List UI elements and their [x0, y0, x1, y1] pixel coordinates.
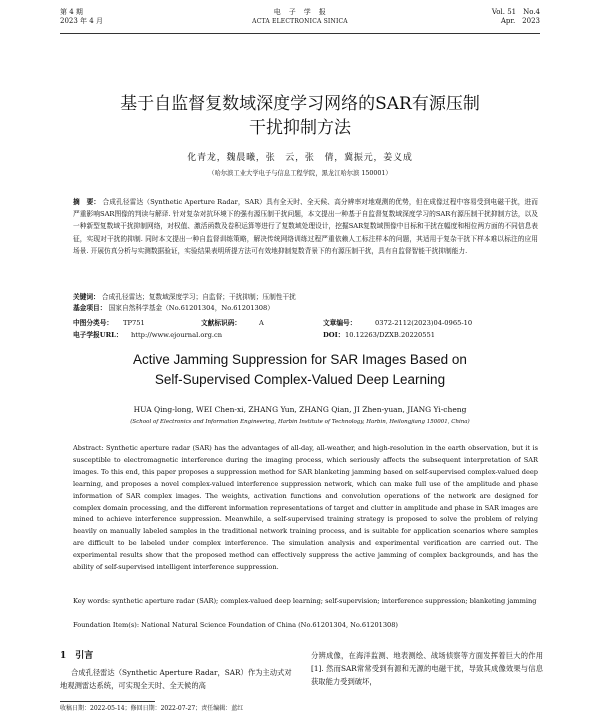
english-abstract-text: Synthetic aperture radar (SAR) has the advantages of all-day, all-weather, and high-resolution in the earth observation, but it is susceptible to electromagnetic interference during the imaging process, which seriously affects the subsequent interpretation of SAR images. To this end, this paper proposes a suppression method for SAR blanketing jamming based on self-supervised complex-valued deep learning, and proposes a novel complex-valued interference suppression network, which can make full use of the amplitude and phase information of SAR complex images. The weights, activation functions and convolution operations of the network are designed for complex domain processing, and the different information representations of target and clutter in amplitude and phase in SAR images are mined to achieve interference suppression. Meanwhile, a self-supervised training strategy is proposed to solve the problem of relying heavily on manually labeled samples in the traditional network training process, and is suitable for application scenarios where samples are difficult to be labeled under complex interference. The simulation analysis and experimental verification are carried out. The experimental results show that the proposed method can effectively suppress the active jamming of complex backgrounds, and has the ability of self-supervised intelligent interference suppression.	[73, 444, 538, 572]
body-column-left: 合成孔径雷达（Synthetic Aperture Radar，SAR）作为主动式对地观测雷达系统，可实现全天时、全天候的高	[60, 668, 292, 690]
chinese-affiliation: （哈尔滨工业大学电子与信息工程学院，黑龙江哈尔滨 150001）	[208, 170, 392, 177]
english-title	[60, 350, 540, 390]
english-fund-label: Foundation Item(s):	[73, 621, 140, 629]
english-authors: HUA Qing-long, WEI Chen-xi, ZHANG Yun, ZHANG Qian, JI Zhen-yuan, JIANG Yi-cheng	[133, 405, 467, 414]
chinese-fund-text: 国家自然科学基金（No.61201304，No.61201308）	[108, 304, 274, 312]
journal-name-en: ACTA ELECTRONICA SINICA	[252, 18, 348, 25]
english-fund	[73, 620, 538, 632]
chinese-keywords-label: 关键词：	[73, 293, 100, 301]
english-abstract-label: Abstract:	[73, 444, 104, 452]
chinese-keywords-block	[73, 292, 538, 314]
chinese-abstract-label: 摘 要：	[73, 198, 101, 206]
chinese-abstract-text: 合成孔径雷达（Synthetic Aperture Radar，SAR）具有全天时、全天候、高分辨率对地观测的优势，但在成像过程中容易受到电磁干扰，进而严重影响SAR图像的判读与解译. 针对复杂对抗环境下的强有源压制干扰问题，本文提出一种基于自监督复数域深度学习的SAR有源压制干扰抑制方法，以及一种新型复数域干扰抑制网络，对权值、激活函数及卷积运算等进行了复数域处理设计，挖掘SAR复数域图像中目标和干扰在幅度和相位两方面的不同信息表征，实现对干扰的抑制. 同时本文提出一种自监督训练策略，解决传统网络训练过程严重依赖人工标注样本的问题，其适用于复杂干扰下样本难以标注的应用场景. 开展仿真分析与实测数据验证，实验结果表明所提方法可有效地抑制复数背景下的有源压制干扰，具有自监督智能干扰抑制能力.	[73, 198, 538, 255]
chinese-keywords-text: 合成孔径雷达；复数域深度学习；自监督；干扰抑制；压制性干扰	[101, 293, 296, 301]
article-number-label: 文章编号：	[323, 319, 357, 327]
chinese-title-line-1: 基于自监督复数域深度学习网络的SAR有源压制	[120, 94, 480, 114]
english-fund-text: National Natural Science Foundation of China (No.61201304, No.61201308)	[141, 621, 399, 629]
volume-number: Vol. 51 No.4	[491, 8, 540, 16]
chinese-title-line-2: 干扰抑制方法	[249, 118, 351, 138]
received-date-footnote: 收稿日期：2022-05-14；修回日期：2022-07-27；责任编辑：蓝红	[60, 705, 244, 712]
english-keywords-text: synthetic aperture radar (SAR); complex-valued deep learning; self-supervision; interference suppression; blanketing jamming	[112, 597, 537, 605]
chinese-title	[40, 92, 560, 140]
chinese-abstract	[73, 196, 538, 257]
clc-value: TP751	[123, 319, 145, 327]
english-title-line-2: Self-Supervised Complex-Valued Deep Learning	[154, 372, 446, 387]
issue-number: 第 4 期	[60, 8, 83, 16]
url-doi-row	[73, 330, 538, 341]
english-keywords	[73, 596, 538, 608]
english-affiliation: (School of Electronics and Information Engineering, Harbin Institute of Technology, Harbin, Heilongjiang 150001, China)	[130, 419, 470, 425]
english-keywords-label: Key words:	[73, 597, 111, 605]
classification-row	[73, 318, 538, 329]
running-header	[60, 8, 540, 48]
doc-code-value: A	[259, 319, 264, 327]
header-right	[492, 8, 540, 26]
chinese-fund-label: 基金项目：	[73, 304, 107, 312]
english-title-line-1: Active Jamming Suppression for SAR Images Based on	[133, 352, 467, 367]
doi-value[interactable]: 10.12263/DZXB.20220551	[345, 331, 436, 339]
issue-date-cn: 2023 年 4 月	[60, 17, 103, 25]
journal-name-cn: 电 子 学 报	[273, 8, 327, 16]
section-heading: 1 引言	[60, 651, 94, 661]
header-center	[60, 8, 540, 26]
doi-label: DOI：	[323, 331, 345, 339]
body-column-right: 分辨成像，在海洋监测、地表测绘、战场侦察等方面发挥着巨大的作用[1]. 然而SAR常常受到有源和无源的电磁干扰，导致其成像效果与信息获取能力受到破坏，	[311, 651, 543, 686]
english-abstract	[73, 443, 538, 574]
chinese-keywords	[73, 292, 538, 303]
issue-date-en: Apr. 2023	[500, 17, 540, 25]
doc-code-label: 文献标识码：	[201, 319, 242, 327]
footnote-rule	[60, 701, 155, 702]
header-rule	[60, 33, 540, 34]
clc-label: 中图分类号：	[73, 319, 114, 327]
chinese-authors: 化青龙，魏晨曦，张 云，张 倩，冀振元，姜义成	[187, 153, 413, 163]
article-number-value: 0372-2112(2023)04-0965-10	[375, 319, 473, 327]
journal-url[interactable]: http://www.ejournal.org.cn	[131, 331, 223, 339]
chinese-fund	[73, 303, 538, 314]
url-label: 电子学报URL：	[73, 331, 123, 339]
